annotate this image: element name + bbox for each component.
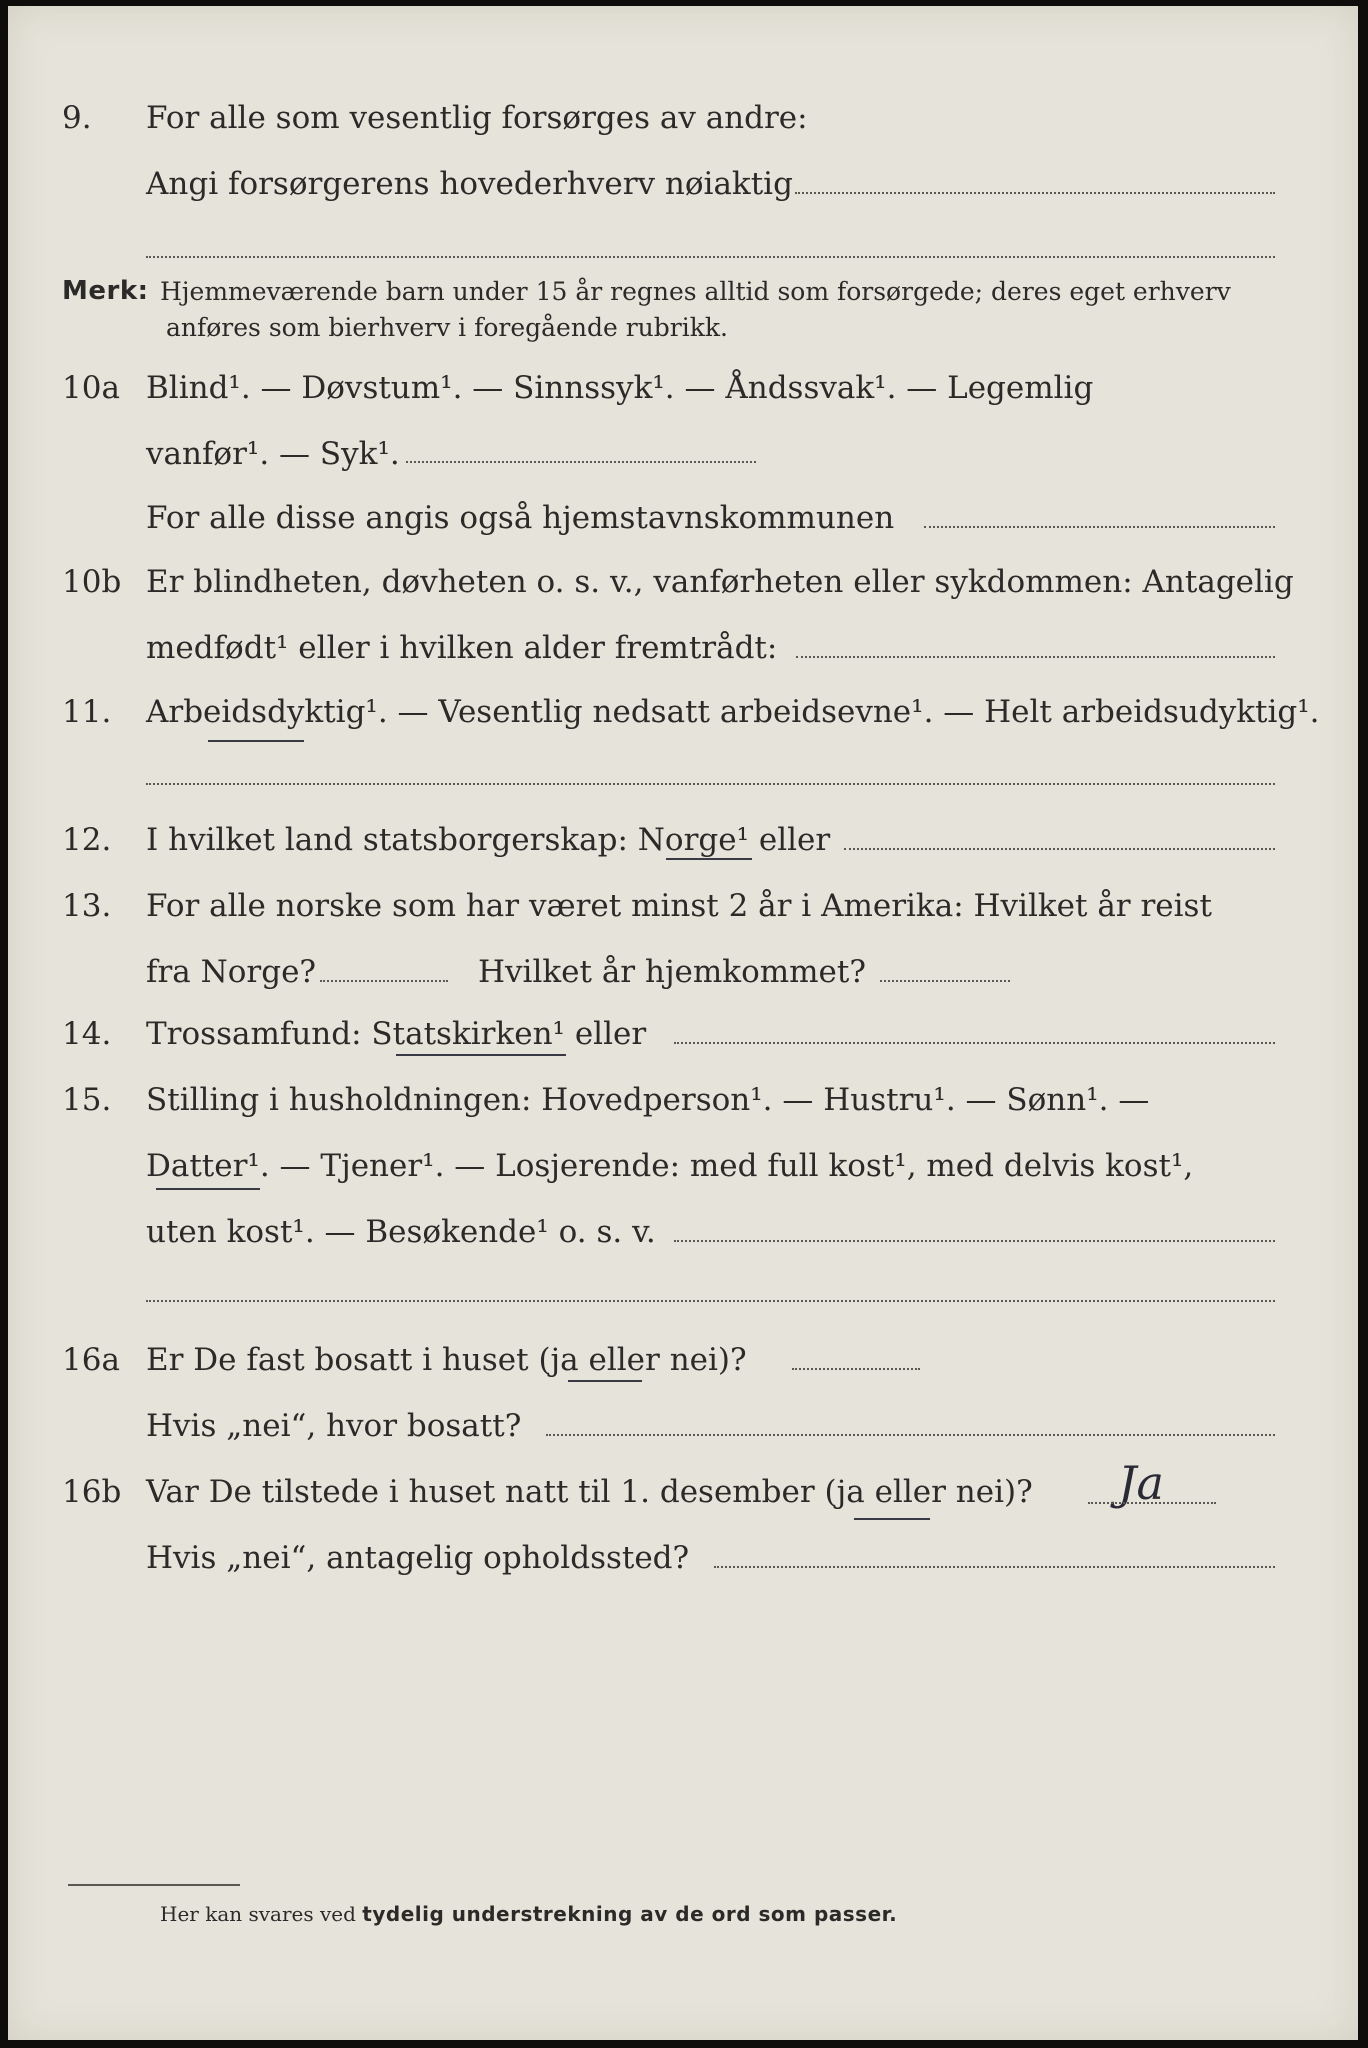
q13-hjemkommet-line[interactable] — [880, 980, 1010, 982]
q11-text-1: Arbeidsdyktig¹. — Vesentlig nedsatt arbeidsevne¹. — Helt arbeidsudyktig¹. — [146, 694, 1320, 730]
footnote-bold: tydelig understrekning av de ord som passer. — [362, 1902, 898, 1926]
q9-number: 9. — [62, 100, 92, 136]
q11-handwritten-underline — [208, 740, 304, 742]
q15-handwritten-underline — [156, 1188, 260, 1190]
q10b-number: 10b — [62, 564, 122, 600]
q12-number: 12. — [62, 822, 112, 858]
q10b-answer-line[interactable] — [796, 656, 1275, 658]
merk-text-1: Hjemmeværende barn under 15 år regnes alltid som forsørgede; deres eget erhverv — [160, 277, 1231, 306]
q11-number: 11. — [62, 694, 112, 730]
q9-text-1: For alle som vesentlig forsørges av andre: — [146, 100, 808, 136]
q12-answer-line[interactable] — [844, 848, 1275, 850]
q9-text-2: Angi forsørgerens hovederhverv nøiaktig — [146, 166, 793, 202]
q16b-number: 16b — [62, 1474, 122, 1510]
q16a-text-2: Hvis „nei“, hvor bosatt? — [146, 1408, 522, 1444]
q15-text-3: uten kost¹. — Besøkende¹ o. s. v. — [146, 1214, 656, 1250]
footnote-rule — [68, 1884, 240, 1886]
q15-answer-line-2[interactable] — [146, 1300, 1275, 1302]
q13-text-2b: Hvilket år hjemkommet? — [478, 954, 866, 990]
q10a-answer-line[interactable] — [406, 461, 756, 463]
q13-text-2a: fra Norge? — [146, 954, 317, 990]
q13-text-1: For alle norske som har været minst 2 år i Amerika: Hvilket år reist — [146, 888, 1212, 924]
q16b-text-1: Var De tilstede i huset natt til 1. desember (ja eller nei)? — [146, 1474, 1033, 1510]
merk-label: Merk: — [62, 276, 149, 306]
q14-answer-line[interactable] — [674, 1042, 1275, 1044]
q10a-number: 10a — [62, 370, 120, 406]
q16b-handwritten-answer: Ja — [1118, 1456, 1164, 1510]
q16a-number: 16a — [62, 1342, 120, 1378]
q14-number: 14. — [62, 1016, 112, 1052]
census-form-page — [8, 6, 1358, 2040]
q15-number: 15. — [62, 1082, 112, 1118]
q12-handwritten-underline — [666, 858, 752, 860]
q10a-text-3: For alle disse angis også hjemstavnskommunen — [146, 500, 895, 536]
q10a-text-1: Blind¹. — Døvstum¹. — Sinnssyk¹. — Åndssvak¹. — Legemlig — [146, 370, 1094, 406]
q10b-text-1: Er blindheten, døvheten o. s. v., vanførheten eller sykdommen: Antagelig — [146, 564, 1294, 600]
q10a-text-2: vanfør¹. — Syk¹. — [146, 436, 400, 472]
q14-handwritten-underline — [396, 1054, 566, 1056]
merk-text-2: anføres som bierhverv i foregående rubrikk. — [166, 313, 728, 342]
q10a-hjemstavn-line[interactable] — [924, 526, 1275, 528]
q11-answer-line[interactable] — [146, 783, 1275, 785]
q9-answer-line-2[interactable] — [146, 256, 1275, 258]
q12-text-1: I hvilket land statsborgerskap: Norge¹ eller — [146, 822, 831, 858]
q13-number: 13. — [62, 888, 112, 924]
q16b-answer-line[interactable] — [1088, 1502, 1216, 1504]
q16b-text-2: Hvis „nei“, antagelig opholdssted? — [146, 1540, 690, 1576]
q15-text-1: Stilling i husholdningen: Hovedperson¹. — Hustru¹. — Sønn¹. — — [146, 1082, 1150, 1118]
q15-answer-line[interactable] — [674, 1240, 1275, 1242]
q16a-bosatt-line[interactable] — [546, 1434, 1275, 1436]
q16b-handwritten-underline — [854, 1518, 930, 1520]
q16b-opholdssted-line[interactable] — [714, 1566, 1275, 1568]
footnote-prefix: Her kan svares ved — [160, 1902, 363, 1926]
q9-answer-line[interactable] — [795, 192, 1275, 194]
q13-reist-line[interactable] — [320, 980, 448, 982]
q16a-text-1: Er De fast bosatt i huset (ja eller nei)? — [146, 1342, 747, 1378]
q14-text-1: Trossamfund: Statskirken¹ eller — [146, 1016, 647, 1052]
q16a-answer-line[interactable] — [792, 1368, 920, 1370]
q10b-text-2: medfødt¹ eller i hvilken alder fremtrådt: — [146, 630, 778, 666]
q15-text-2: Datter¹. — Tjener¹. — Losjerende: med full kost¹, med delvis kost¹, — [146, 1148, 1194, 1184]
q16a-handwritten-underline — [568, 1380, 642, 1382]
footnote — [160, 1902, 897, 1926]
